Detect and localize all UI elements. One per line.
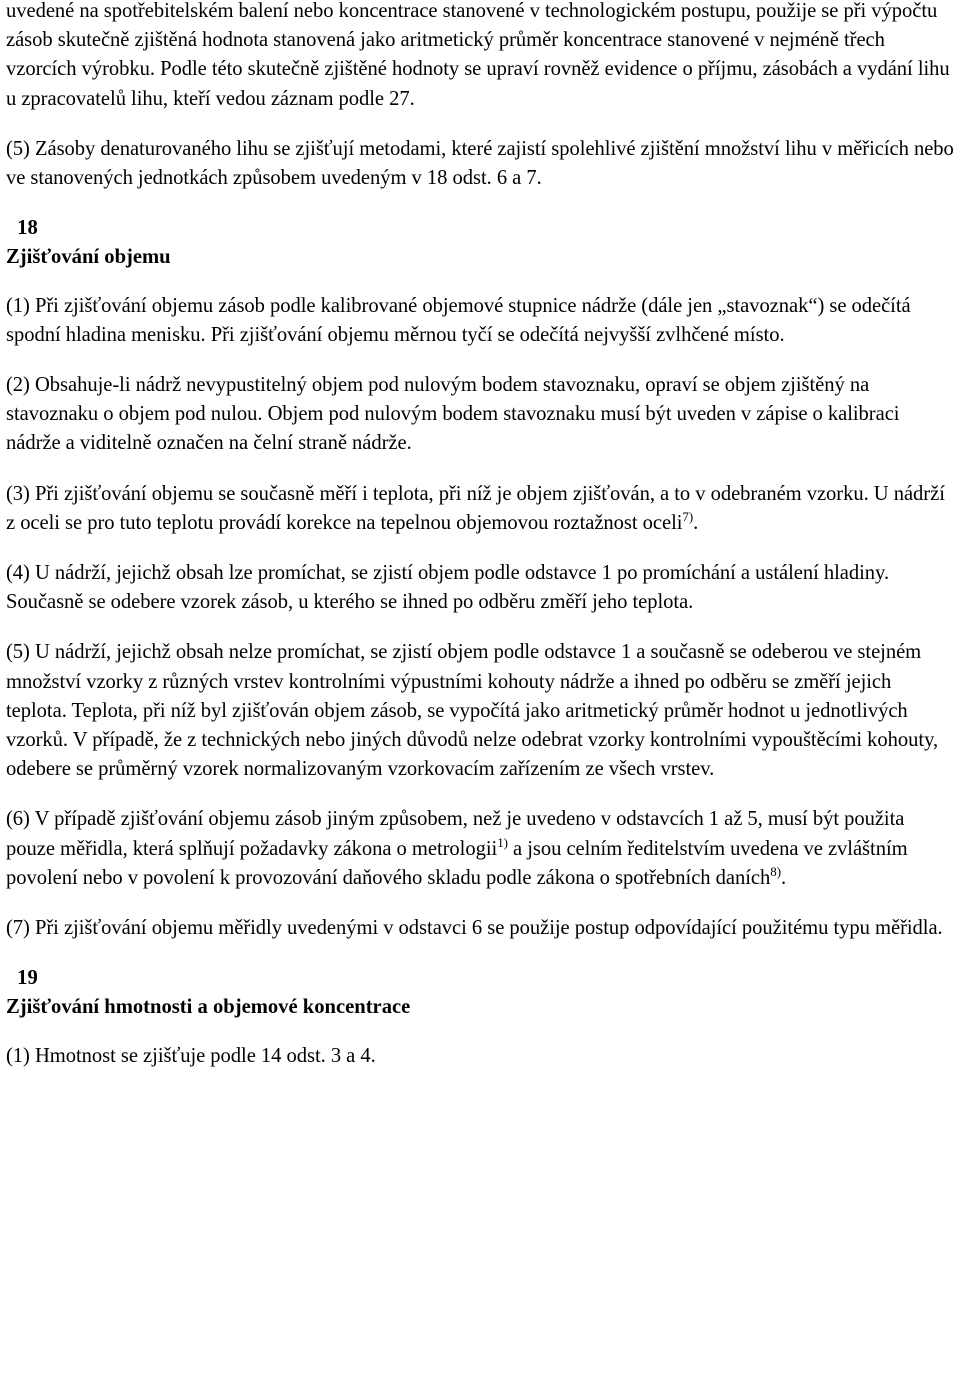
intro-paragraph: uvedené na spotřebitelském balení nebo koncentrace stanovené v technologickém postupu, použije se při výpočtu zásob skutečně zjištěná hodnota stanovená jako aritmetický průměr koncentrace stanovené v nejméně třech vzorcích výrobku. Podle této skutečně zjištěné hodnoty se upraví rovněž evidence o příjmu, zásobách a vydání lihu u zpracovatelů lihu, kteří vedou záznam podle 27. (6, 0, 950, 110)
section-19-paragraph-1: (1) Hmotnost se zjišťuje podle 14 odst. 3 a 4. (6, 1044, 376, 1067)
footnote-ref-7: 7) (682, 508, 694, 524)
paragraph-5-denatured-alcohol: (5) Zásoby denaturovaného lihu se zjišťují metodami, které zajistí spolehlivé zjištění množství lihu v měřicích nebo ve stanovených jednotkách způsobem uvedeným v 18 odst. 6 a 7. (6, 137, 954, 190)
section-18-paragraph-1: (1) Při zjišťování objemu zásob podle kalibrované objemové stupnice nádrže (dále jen „stavoznak“) se odečítá spodní hladina menisku. Při zjišťování objemu měrnou tyčí se odečítá nejvyšší zvlhčené místo. (6, 294, 911, 346)
section-18-paragraph-3: (3) Při zjišťování objemu se současně měří i teplota, při níž je objem zjišťován, a to v odebraném vzorku. U nádrží z oceli se pro tuto teplotu provádí korekce na tepelnou objemovou roztažnost oceli$^{7)}$. (6, 482, 945, 534)
section-number: 19 (6, 964, 956, 993)
section-18-paragraph-7: (7) Při zjišťování objemu měřidly uvedenými v odstavci 6 se použije postup odpovídající použitému typu měřidla. (6, 917, 943, 940)
section-18-paragraph-4: (4) U nádrží, jejichž obsah lze promíchat, se zjistí objem podle odstavce 1 po promíchání a ustálení hladiny. Současně se odebere vzorek zásob, u kterého se ihned po odběru změří jeho teplota. (6, 562, 890, 614)
document-page (6, 0, 956, 1071)
section-title: Zjišťování objemu (6, 246, 171, 269)
section-symbol-icon (6, 967, 11, 989)
section-19-heading (6, 964, 956, 1022)
section-18-paragraph-6: (6) V případě zjišťování objemu zásob jiným způsobem, než je uvedeno v odstavcích 1 až 5, musí být použita pouze měřidla, která splňují požadavky zákona o metrologii$^{1)}$ a jsou celním ředitelstvím uvedena ve zvláštním povolení nebo v povolení k provozování daňového skladu podle zákona o spotřebních daních$^{8)}$. (6, 808, 908, 889)
section-symbol-icon (6, 217, 11, 239)
section-18-heading (6, 214, 956, 272)
footnote-ref-8: 8) (770, 863, 781, 879)
section-18-paragraph-2: (2) Obsahuje-li nádrž nevypustitelný objem pod nulovým bodem stavoznaku, opraví se objem zjištěný na stavoznaku o objem pod nulou. Objem pod nulovým bodem stavoznaku musí být uveden v zápise o kalibraci nádrže a viditelně označen na čelní straně nádrže. (6, 374, 900, 455)
footnote-ref-1: 1) (497, 834, 508, 850)
section-number: 18 (6, 214, 956, 243)
section-title: Zjišťování hmotnosti a objemové koncentrace (6, 996, 411, 1019)
section-18-paragraph-5: (5) U nádrží, jejichž obsah nelze promíchat, se zjistí objem podle odstavce 1 a současně se odeberou ve stejném množství vzorky z různých vrstev kontrolními výpustními kohouty nádrže a ihned po odběru se změří jejich teplota. Teplota, při níž byl zjišťován objem zásob, se vypočítá jako aritmetický průměr hodnot u jednotlivých vzorků. V případě, že z technických nebo jiných důvodů nelze odebrat vzorky kontrolními vypouštěcími kohouty, odebere se průměrný vzorek normalizovaným vzorkovacím zařízením ze všech vrstev. (6, 641, 939, 781)
